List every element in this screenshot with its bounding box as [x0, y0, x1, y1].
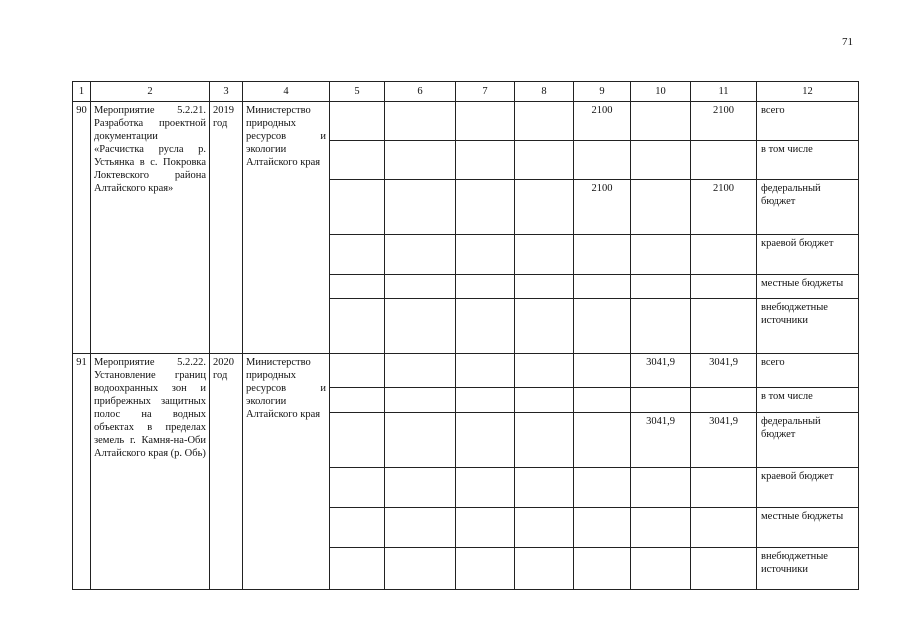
- executor-cell: Министерство природных ресурсов и экологии Алтайского края: [243, 102, 330, 354]
- value-cell: [631, 141, 691, 180]
- column-header: 3: [210, 82, 243, 102]
- value-cell: 2100: [691, 180, 757, 235]
- value-cell: [330, 235, 385, 275]
- value-cell: [691, 141, 757, 180]
- value-cell: 2100: [574, 102, 631, 141]
- value-cell: [691, 388, 757, 413]
- value-cell: [574, 235, 631, 275]
- funding-source: всего: [757, 354, 859, 388]
- budget-table: [72, 81, 859, 590]
- value-cell: [456, 468, 515, 508]
- value-cell: [515, 508, 574, 548]
- funding-source: внебюджетные источники: [757, 299, 859, 354]
- value-cell: [574, 468, 631, 508]
- value-cell: [574, 141, 631, 180]
- value-cell: [385, 299, 456, 354]
- value-cell: [574, 548, 631, 590]
- value-cell: [691, 299, 757, 354]
- value-cell: [385, 180, 456, 235]
- value-cell: [515, 413, 574, 468]
- value-cell: [456, 180, 515, 235]
- value-cell: [515, 354, 574, 388]
- value-cell: 2100: [574, 180, 631, 235]
- value-cell: [456, 275, 515, 299]
- value-cell: [385, 354, 456, 388]
- value-cell: [385, 141, 456, 180]
- value-cell: 3041,9: [631, 354, 691, 388]
- funding-source: местные бюджеты: [757, 275, 859, 299]
- value-cell: [631, 102, 691, 141]
- value-cell: [330, 141, 385, 180]
- value-cell: [691, 468, 757, 508]
- value-cell: [330, 354, 385, 388]
- funding-source: федеральный бюджет: [757, 413, 859, 468]
- value-cell: [574, 299, 631, 354]
- column-header: 12: [757, 82, 859, 102]
- value-cell: [385, 548, 456, 590]
- value-cell: [631, 299, 691, 354]
- value-cell: [456, 413, 515, 468]
- column-header: 5: [330, 82, 385, 102]
- funding-source: федеральный бюджет: [757, 180, 859, 235]
- funding-source: краевой бюджет: [757, 468, 859, 508]
- value-cell: [515, 102, 574, 141]
- value-cell: [691, 508, 757, 548]
- value-cell: [330, 468, 385, 508]
- year-cell: 2019 год: [210, 102, 243, 354]
- value-cell: 3041,9: [691, 413, 757, 468]
- row-number: 90: [73, 102, 91, 354]
- value-cell: [515, 299, 574, 354]
- value-cell: [691, 275, 757, 299]
- value-cell: [574, 508, 631, 548]
- table-row: [73, 102, 859, 141]
- value-cell: [631, 388, 691, 413]
- value-cell: [515, 548, 574, 590]
- value-cell: [456, 548, 515, 590]
- row-number: 91: [73, 354, 91, 590]
- column-header: 8: [515, 82, 574, 102]
- value-cell: [631, 235, 691, 275]
- value-cell: [515, 180, 574, 235]
- funding-source: всего: [757, 102, 859, 141]
- value-cell: [456, 508, 515, 548]
- page-number: 71: [842, 36, 853, 48]
- value-cell: [691, 548, 757, 590]
- value-cell: [330, 102, 385, 141]
- executor-cell: Министерство природных ресурсов и экологии Алтайского края: [243, 354, 330, 590]
- value-cell: [574, 275, 631, 299]
- value-cell: [456, 235, 515, 275]
- value-cell: [574, 354, 631, 388]
- value-cell: [515, 141, 574, 180]
- value-cell: 3041,9: [631, 413, 691, 468]
- event-description: Мероприятие 5.2.22. Установление границ водоохранных зон и прибрежных защитных полос на водных объектах в пределах земель г. Камня-на-Оби Алтайского края (р. Обь): [91, 354, 210, 590]
- value-cell: [330, 548, 385, 590]
- funding-source: в том числе: [757, 388, 859, 413]
- value-cell: [330, 299, 385, 354]
- column-header: 1: [73, 82, 91, 102]
- column-header: 6: [385, 82, 456, 102]
- column-header: 9: [574, 82, 631, 102]
- value-cell: [385, 508, 456, 548]
- value-cell: [385, 275, 456, 299]
- event-description: Мероприятие 5.2.21. Разработка проектной документации «Расчистка русла р. Устьянка в с. Покровка Локтевского района Алтайского края»: [91, 102, 210, 354]
- value-cell: [385, 468, 456, 508]
- table-row: [73, 354, 859, 388]
- column-header: 7: [456, 82, 515, 102]
- value-cell: [515, 468, 574, 508]
- value-cell: [574, 388, 631, 413]
- column-header: 11: [691, 82, 757, 102]
- value-cell: [456, 354, 515, 388]
- value-cell: [330, 413, 385, 468]
- value-cell: [330, 275, 385, 299]
- value-cell: [515, 235, 574, 275]
- value-cell: [456, 388, 515, 413]
- value-cell: [330, 388, 385, 413]
- value-cell: [456, 299, 515, 354]
- value-cell: [515, 388, 574, 413]
- value-cell: [631, 275, 691, 299]
- value-cell: [631, 508, 691, 548]
- value-cell: [385, 413, 456, 468]
- value-cell: [385, 102, 456, 141]
- funding-source: местные бюджеты: [757, 508, 859, 548]
- value-cell: [330, 180, 385, 235]
- value-cell: [456, 102, 515, 141]
- year-cell: 2020 год: [210, 354, 243, 590]
- value-cell: [456, 141, 515, 180]
- value-cell: 3041,9: [691, 354, 757, 388]
- column-header: 10: [631, 82, 691, 102]
- value-cell: [385, 235, 456, 275]
- column-header: 4: [243, 82, 330, 102]
- table-body: [73, 102, 859, 590]
- value-cell: [631, 180, 691, 235]
- value-cell: [330, 508, 385, 548]
- funding-source: в том числе: [757, 141, 859, 180]
- funding-source: внебюджетные источники: [757, 548, 859, 590]
- funding-source: краевой бюджет: [757, 235, 859, 275]
- column-header: 2: [91, 82, 210, 102]
- value-cell: [515, 275, 574, 299]
- value-cell: [385, 388, 456, 413]
- value-cell: [631, 548, 691, 590]
- value-cell: 2100: [691, 102, 757, 141]
- value-cell: [631, 468, 691, 508]
- value-cell: [574, 413, 631, 468]
- header-row: [73, 82, 859, 102]
- value-cell: [691, 235, 757, 275]
